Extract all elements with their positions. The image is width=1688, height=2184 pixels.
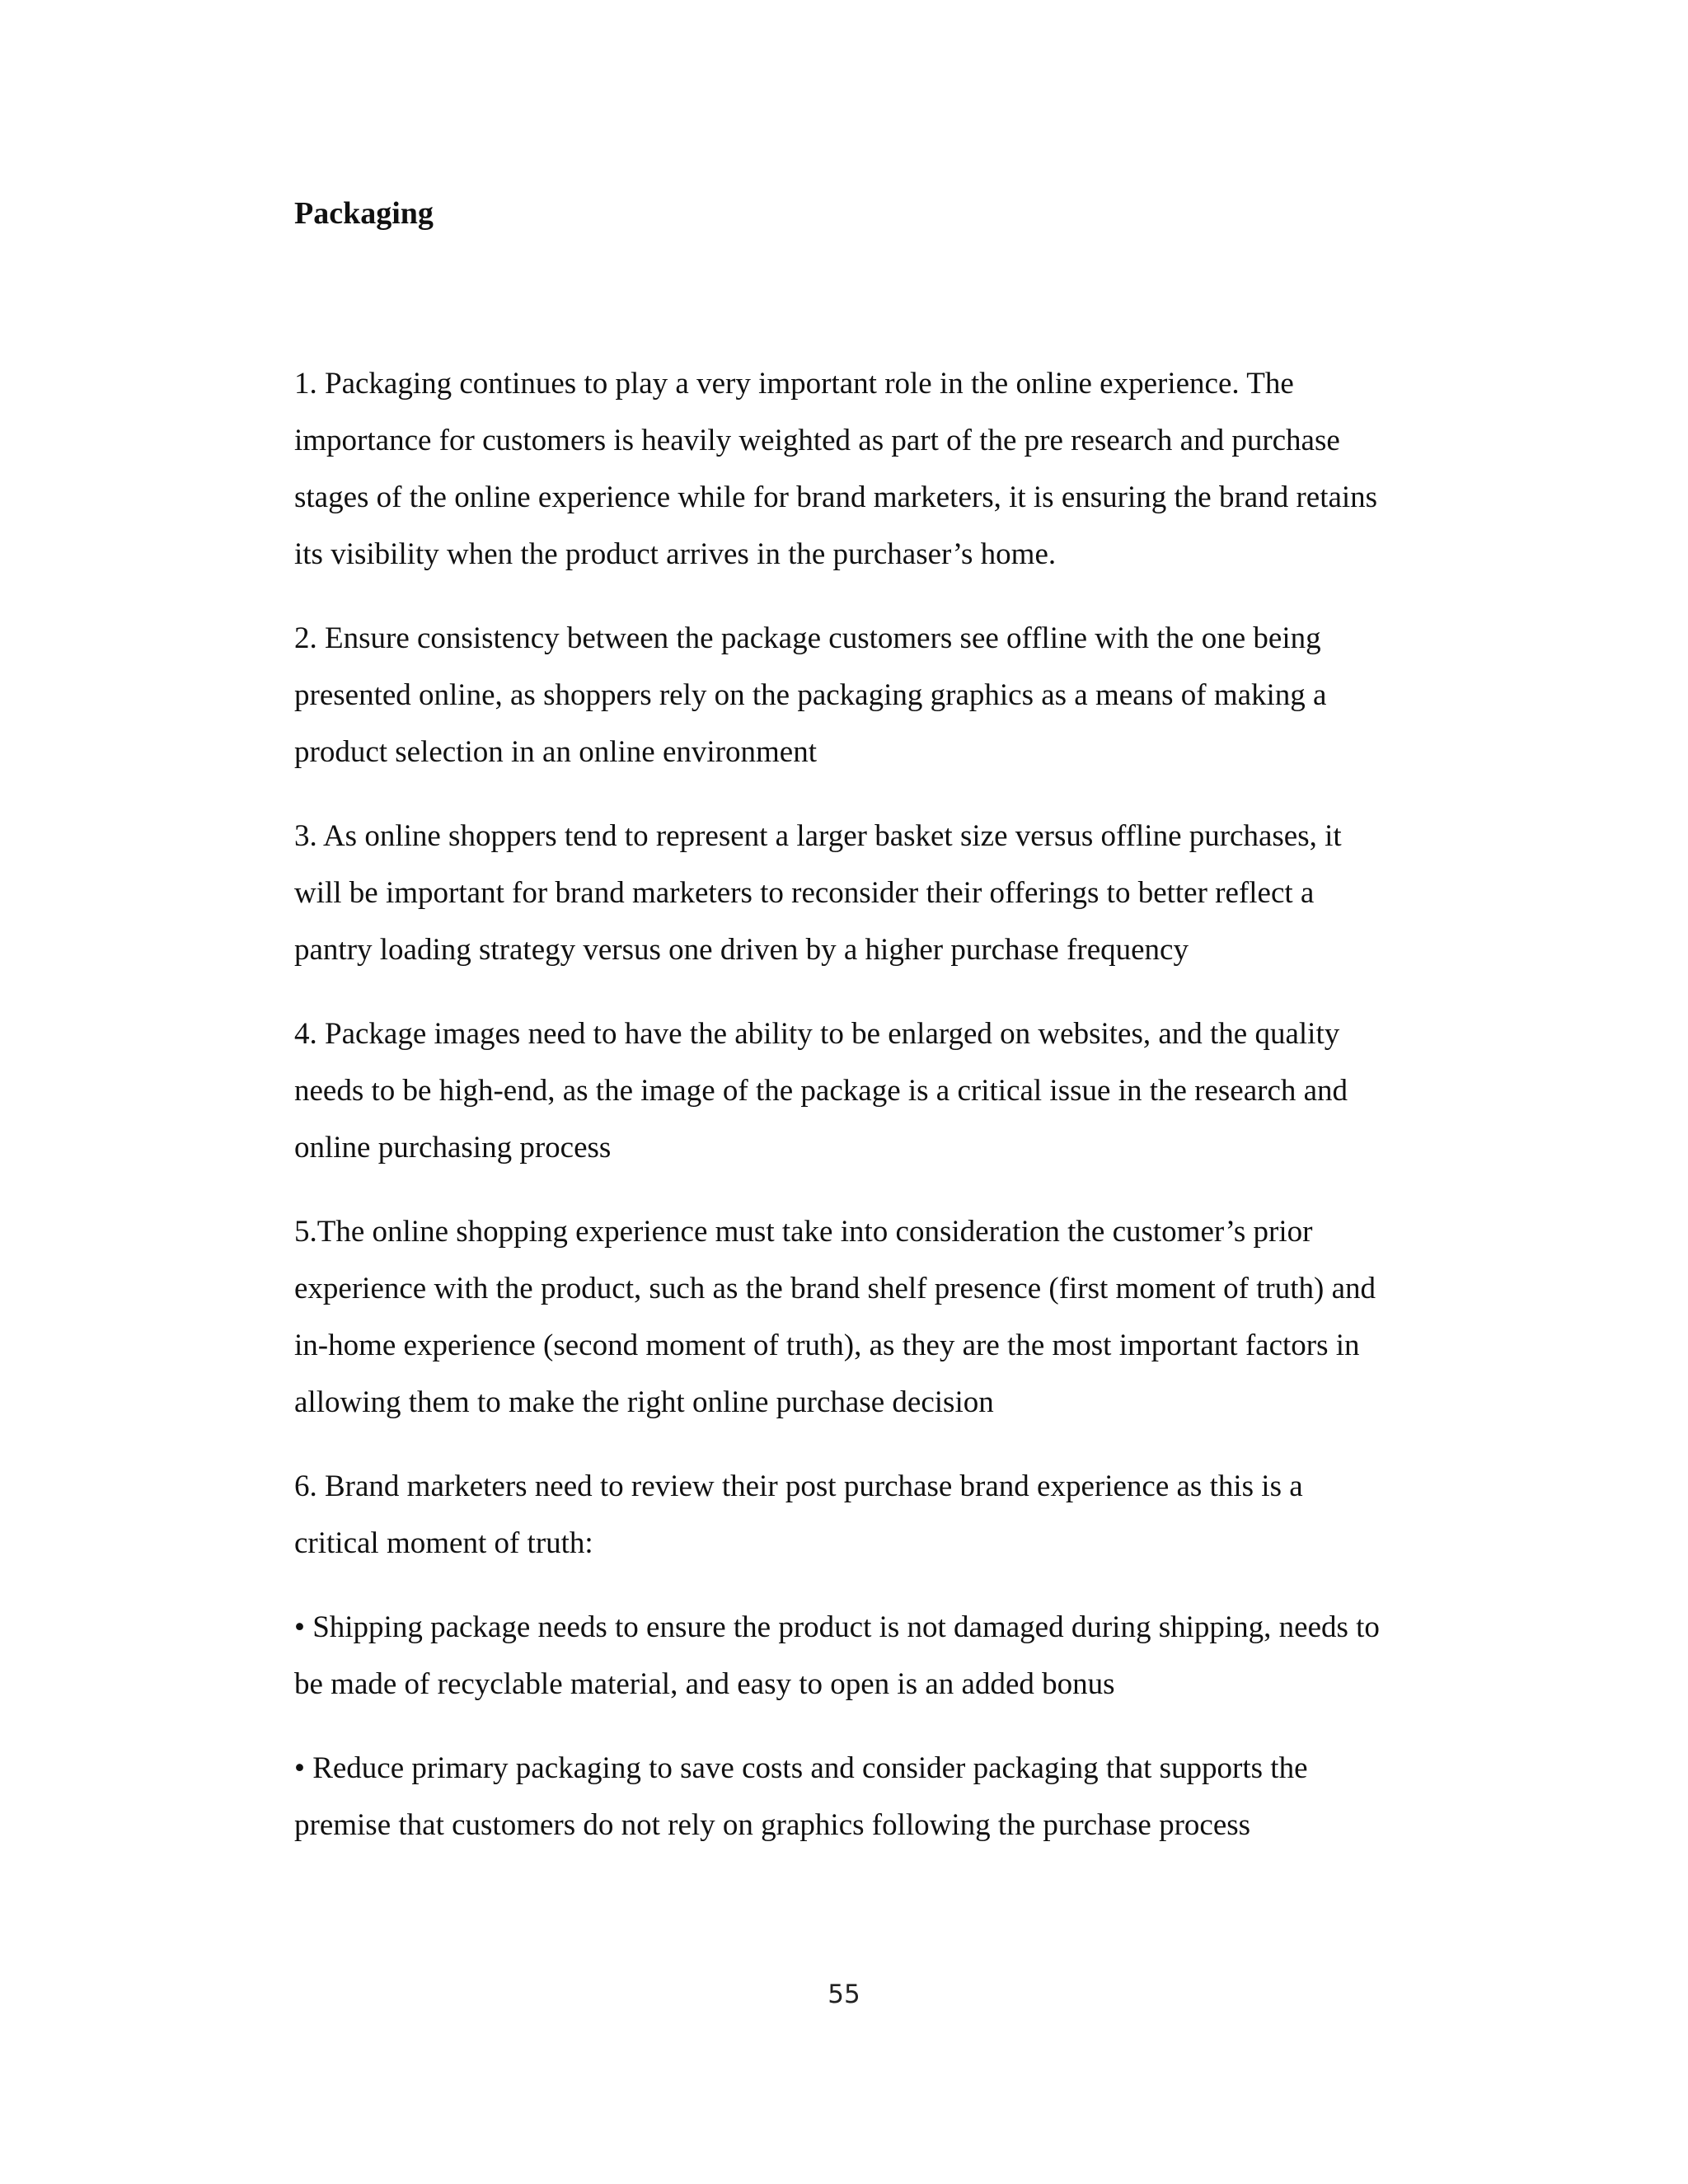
- paragraph-line: premise that customers do not rely on graphics following the purchase process: [294, 1808, 1251, 1842]
- paragraph-6: [294, 1458, 1465, 1572]
- paragraph-line: • Reduce primary packaging to save costs and consider packaging that supports the: [294, 1751, 1308, 1785]
- paragraph-line: 4. Package images need to have the ability to be enlarged on websites, and the quality: [294, 1017, 1340, 1051]
- paragraph-line: online purchasing process: [294, 1131, 612, 1165]
- paragraph-line: allowing them to make the right online purchase decision: [294, 1385, 994, 1419]
- paragraph-line: needs to be high-end, as the image of the package is a critical issue in the research and: [294, 1074, 1348, 1108]
- body-text: [294, 355, 1465, 1881]
- paragraph-line: 6. Brand marketers need to review their post purchase brand experience as this is a: [294, 1469, 1303, 1503]
- paragraph-line: 5.The online shopping experience must take into consideration the customer’s prior: [294, 1215, 1313, 1249]
- paragraph-line: presented online, as shoppers rely on the packaging graphics as a means of making a: [294, 678, 1327, 712]
- paragraph-line: critical moment of truth:: [294, 1526, 593, 1560]
- paragraph-line: be made of recyclable material, and easy to open is an added bonus: [294, 1667, 1115, 1701]
- paragraph-line: in-home experience (second moment of truth), as they are the most important factors in: [294, 1329, 1360, 1362]
- paragraph-line: 2. Ensure consistency between the package customers see offline with the one being: [294, 621, 1321, 655]
- paragraph-line: its visibility when the product arrives in the purchaser’s home.: [294, 537, 1057, 571]
- paragraph-line: 3. As online shoppers tend to represent a larger basket size versus offline purchases, it: [294, 819, 1342, 853]
- paragraph-line: 1. Packaging continues to play a very important role in the online experience. The: [294, 367, 1294, 401]
- paragraph-1: [294, 355, 1465, 583]
- page-number: 55: [828, 1980, 860, 2009]
- paragraph-line: product selection in an online environment: [294, 735, 817, 769]
- paragraph-3: [294, 808, 1465, 978]
- paragraph-line: • Shipping package needs to ensure the product is not damaged during shipping, needs to: [294, 1610, 1380, 1644]
- paragraph-line: stages of the online experience while for brand marketers, it is ensuring the brand retains: [294, 480, 1378, 514]
- paragraph-line: pantry loading strategy versus one driven by a higher purchase frequency: [294, 933, 1189, 967]
- paragraph-line: experience with the product, such as the brand shelf presence (first moment of truth) and: [294, 1272, 1376, 1305]
- section-heading: Packaging: [294, 196, 434, 231]
- paragraph-2: [294, 610, 1465, 780]
- paragraph-line: importance for customers is heavily weighted as part of the pre research and purchase: [294, 424, 1340, 457]
- paragraph-line: will be important for brand marketers to reconsider their offerings to better reflect a: [294, 876, 1315, 910]
- paragraph-4: [294, 1005, 1465, 1176]
- bullet-item-1: [294, 1599, 1465, 1713]
- bullet-item-2: [294, 1740, 1465, 1854]
- paragraph-5: [294, 1203, 1465, 1431]
